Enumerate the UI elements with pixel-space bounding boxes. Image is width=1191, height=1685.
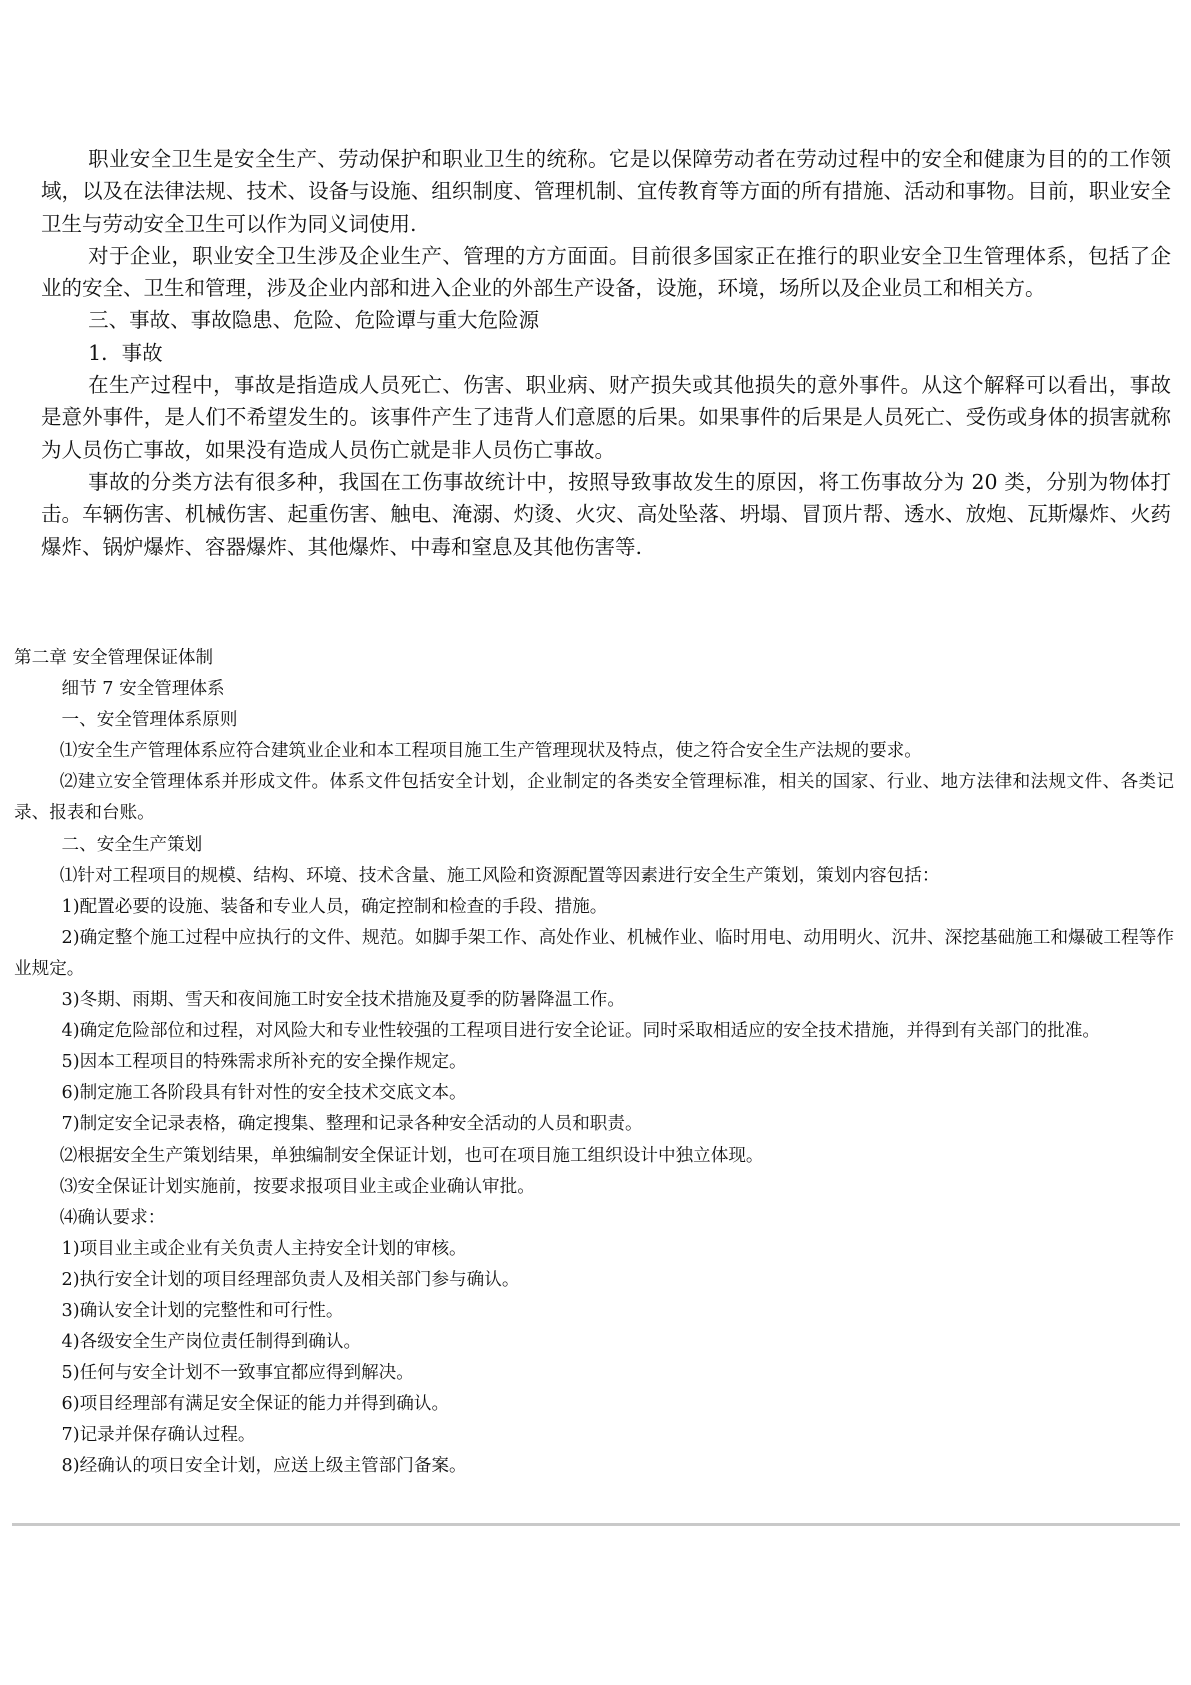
list-item: 6)项目经理部有满足安全保证的能力并得到确认。 — [61, 1394, 450, 1415]
list-item: 7)制定安全记录表格，确定搜集、整理和记录各种安全活动的人员和职责。 — [61, 1114, 643, 1135]
list-item: 2)执行安全计划的项目经理部负责人及相关部门参与确认。 — [61, 1269, 520, 1290]
heading-accident: 1．事故 — [88, 340, 163, 365]
detail-heading: 细节 7 安全管理体系 — [61, 679, 225, 700]
subheading-principles: 一、安全管理体系原则 — [61, 710, 238, 731]
section-chapter-two — [14, 643, 1174, 1483]
list-item: 4)确定危险部位和过程，对风险大和专业性较强的工程项目进行安全论证。同时采取相适应的安全技术措施，并得到有关部门的批准。 — [61, 1021, 1101, 1042]
chapter-title: 第二章 安全管理保证体制 — [14, 648, 214, 668]
paragraph-definition: 职业安全卫生是安全生产、劳动保护和职业卫生的统称。它是以保障劳动者在劳动过程中的安全和健康为目的的工作领域，以及在法律法规、技术、设备与设施、组织制度、管理机制、宜传教育等方面的所有措施、活动和事物。目前，职业安全卫生与劳动安全卫生可以作为同义词使用. — [41, 147, 1171, 236]
list-item: ⑵建立安全管理体系并形成文件。体系文件包括安全计划，企业制定的各类安全管理标准，相关的国家、行业、地方法律和法规文件、各类记录、报表和台账。 — [14, 772, 1174, 824]
heading-accidents-hazards: 三、事故、事故隐患、危险、危险谭与重大危险源 — [88, 308, 540, 333]
list-item: ⑴安全生产管理体系应符合建筑业企业和本工程项目施工生产管理现状及特点，使之符合安全生产法规的要求。 — [59, 741, 922, 762]
section-occupational-safety — [41, 143, 1171, 563]
list-item: 3)确认安全计划的完整性和可行性。 — [61, 1300, 344, 1321]
list-item: ⑶安全保证计划实施前，按要求报项目业主或企业确认审批。 — [59, 1176, 535, 1197]
list-item: 3)冬期、雨期、雪天和夜间施工时安全技术措施及夏季的防暑降温工作。 — [61, 990, 625, 1011]
list-item: 8)经确认的项日安全计划，应送上级主管部门备案。 — [61, 1456, 467, 1477]
list-item: 4)各级安全生产岗位责任制得到确认。 — [61, 1332, 362, 1353]
paragraph-enterprise: 对于企业，职业安全卫生涉及企业生产、管理的方方面面。目前很多国家正在推行的职业安全卫生管理体系，包括了企业的安全、卫生和管理，涉及企业内部和进入企业的外部生产设备，设施，环境，场所以及企业员工和相关方。 — [41, 243, 1171, 301]
bottom-divider — [12, 1523, 1180, 1526]
paragraph-accident-definition: 在生产过程中，事故是指造成人员死亡、伤害、职业病、财产损失或其他损失的意外事件。从这个解释可以看出，事故是意外事件，是人们不希望发生的。该事件产生了违背人们意愿的后果。如果事件的后果是人员死亡、受伤或身体的损害就称为人员伤亡事故，如果没有造成人员伤亡就是非人员伤亡事故。 — [41, 373, 1171, 462]
list-item: ⑵根据安全生产策划结果，单独编制安全保证计划，也可在项目施工组织设计中独立体现。 — [59, 1145, 764, 1166]
list-item: 5)任何与安全计划不一致事宜都应得到解决。 — [61, 1363, 414, 1384]
list-item: ⑴针对工程项目的规模、结构、环境、技术含量、施工风险和资源配置等因素进行安全生产策划，策划内容包括： — [59, 865, 940, 886]
list-item: 7)记录并保存确认过程。 — [61, 1425, 256, 1446]
list-item: 6)制定施工各阶段具有针对性的安全技术交底文本。 — [61, 1083, 467, 1104]
list-item: 5)因本工程项目的特殊需求所补充的安全操作规定。 — [61, 1052, 467, 1073]
list-item: 2)确定整个施工过程中应执行的文件、规范。如脚手架工作、高处作业、机械作业、临时用电、动用明火、沉井、深挖基础施工和爆破工程等作业规定。 — [14, 927, 1174, 979]
subheading-planning: 二、安全生产策划 — [61, 834, 203, 855]
paragraph-accident-classification: 事故的分类方法有很多种，我国在工伤事故统计中，按照导致事故发生的原因，将工伤事故分为 20 类，分别为物体打击。车辆伤害、机械伤害、起重伤害、触电、淹溺、灼烫、火灾、高处坠落、坍塌、冒顶片帮、透水、放炮、瓦斯爆炸、火药爆炸、锅炉爆炸、容器爆炸、其他爆炸、中毒和窒息及其他伤害等. — [41, 469, 1171, 559]
list-item: 1)配置必要的设施、装备和专业人员，确定控制和检查的手段、措施。 — [61, 896, 608, 917]
list-item: 1)项目业主或企业有关负责人主持安全计划的审核。 — [61, 1238, 467, 1259]
list-item: ⑷确认要求： — [59, 1207, 166, 1228]
